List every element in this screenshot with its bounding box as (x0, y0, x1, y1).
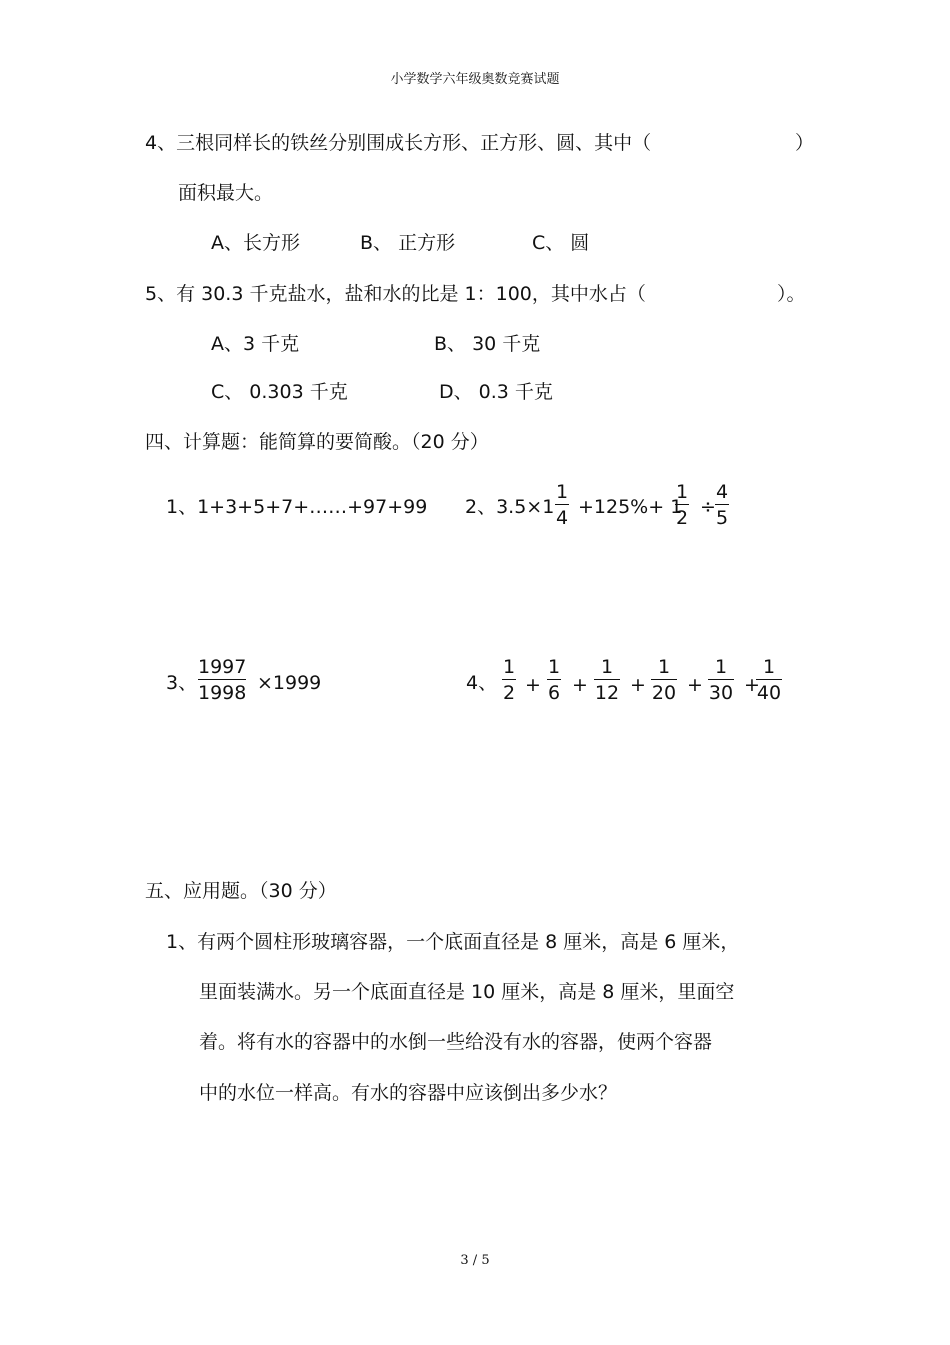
word-problem-line-2: 里面装满水。另一个底面直径是 10 厘米，高是 8 厘米，里面空 (199, 981, 735, 1003)
fraction-bar (708, 679, 734, 680)
division-sign: ÷ (700, 496, 716, 518)
calc-problem-4-prefix: 4、 (466, 672, 498, 694)
fraction-numerator: 1 (547, 656, 561, 678)
fraction-numerator: 1 (762, 656, 776, 678)
calc-problem-2-prefix: 2、3.5×1 (465, 496, 555, 518)
fraction-1-30 (708, 656, 734, 704)
section5-heading: 五、应用题。（30 分） (145, 880, 337, 902)
fraction-numerator: 1 (714, 656, 728, 678)
fraction-numerator: 1 (657, 656, 671, 678)
fraction-1-2 (675, 481, 689, 529)
q4-option-a: A、长方形 (211, 232, 300, 254)
q5-option-a: A、3 千克 (211, 333, 300, 355)
plus-sign: + (525, 674, 541, 696)
fraction-numerator: 1 (675, 481, 689, 503)
fraction-denominator: 30 (708, 682, 734, 704)
q4-line1: 4、三根同样长的铁丝分别围成长方形、正方形、圆、其中（ (145, 132, 652, 154)
fraction-bar (547, 679, 561, 680)
fraction-denominator: 6 (547, 682, 561, 704)
fraction-4-5 (715, 481, 729, 529)
q4-option-c: C、 圆 (532, 232, 590, 254)
fraction-numerator: 1 (600, 656, 614, 678)
fraction-bar (651, 679, 677, 680)
calc-problem-3-suffix: ×1999 (257, 672, 322, 694)
plus-sign: + (630, 674, 646, 696)
fraction-numerator: 1 (555, 481, 569, 503)
fraction-numerator: 4 (715, 481, 729, 503)
page-header: 小学数学六年级奥数竞赛试题 (390, 72, 560, 87)
fraction-1997-1998 (198, 656, 246, 704)
q5-option-c: C、 0.303 千克 (211, 381, 348, 403)
fraction-1-40 (756, 656, 782, 704)
plus-sign: + (572, 674, 588, 696)
calc-problem-2-middle: +125%+ 1 (578, 496, 683, 518)
word-problem-line-4: 中的水位一样高。有水的容器中应该倒出多少水？ (199, 1082, 618, 1104)
fraction-denominator: 5 (715, 507, 729, 529)
q4-option-b: B、 正方形 (360, 232, 456, 254)
fraction-bar (715, 504, 729, 505)
calc-problem-3-prefix: 3、 (166, 672, 198, 694)
fraction-denominator: 20 (651, 682, 677, 704)
word-problem-line-3: 着。将有水的容器中的水倒一些给没有水的容器，使两个容器 (199, 1031, 713, 1053)
fraction-numerator: 1997 (198, 656, 247, 678)
fraction-bar (198, 679, 246, 680)
fraction-denominator: 2 (675, 507, 689, 529)
fraction-1-6 (547, 656, 561, 704)
q5-line1: 5、有 30.3 千克盐水，盐和水的比是 1：100，其中水占（ (145, 283, 646, 305)
word-problem-line-1: 1、有两个圆柱形玻璃容器，一个底面直径是 8 厘米，高是 6 厘米， (166, 931, 740, 953)
q5-option-b: B、 30 千克 (434, 333, 541, 355)
q5-option-d: D、 0.3 千克 (439, 381, 553, 403)
q4-line2: 面积最大。 (178, 182, 274, 204)
fraction-1-20 (651, 656, 677, 704)
q4-close-paren: ） (795, 132, 815, 154)
fraction-denominator: 2 (502, 682, 516, 704)
section4-heading: 四、计算题：能简算的要简酸。（20 分） (145, 431, 489, 453)
fraction-denominator: 1998 (198, 682, 247, 704)
fraction-1-2 (502, 656, 516, 704)
fraction-bar (756, 679, 782, 680)
fraction-bar (555, 504, 569, 505)
fraction-denominator: 12 (594, 682, 620, 704)
plus-sign: + (744, 674, 760, 696)
fraction-numerator: 1 (502, 656, 516, 678)
page-number: 3 / 5 (460, 1253, 490, 1268)
calc-problem-1: 1、1+3+5+7+……+97+99 (166, 496, 428, 518)
fraction-bar (502, 679, 516, 680)
fraction-denominator: 40 (756, 682, 782, 704)
fraction-1-4 (555, 481, 569, 529)
fraction-denominator: 4 (555, 507, 569, 529)
q5-close-paren: ）。 (777, 283, 806, 305)
fraction-bar (675, 504, 689, 505)
plus-sign: + (687, 674, 703, 696)
fraction-bar (594, 679, 620, 680)
fraction-1-12 (594, 656, 620, 704)
